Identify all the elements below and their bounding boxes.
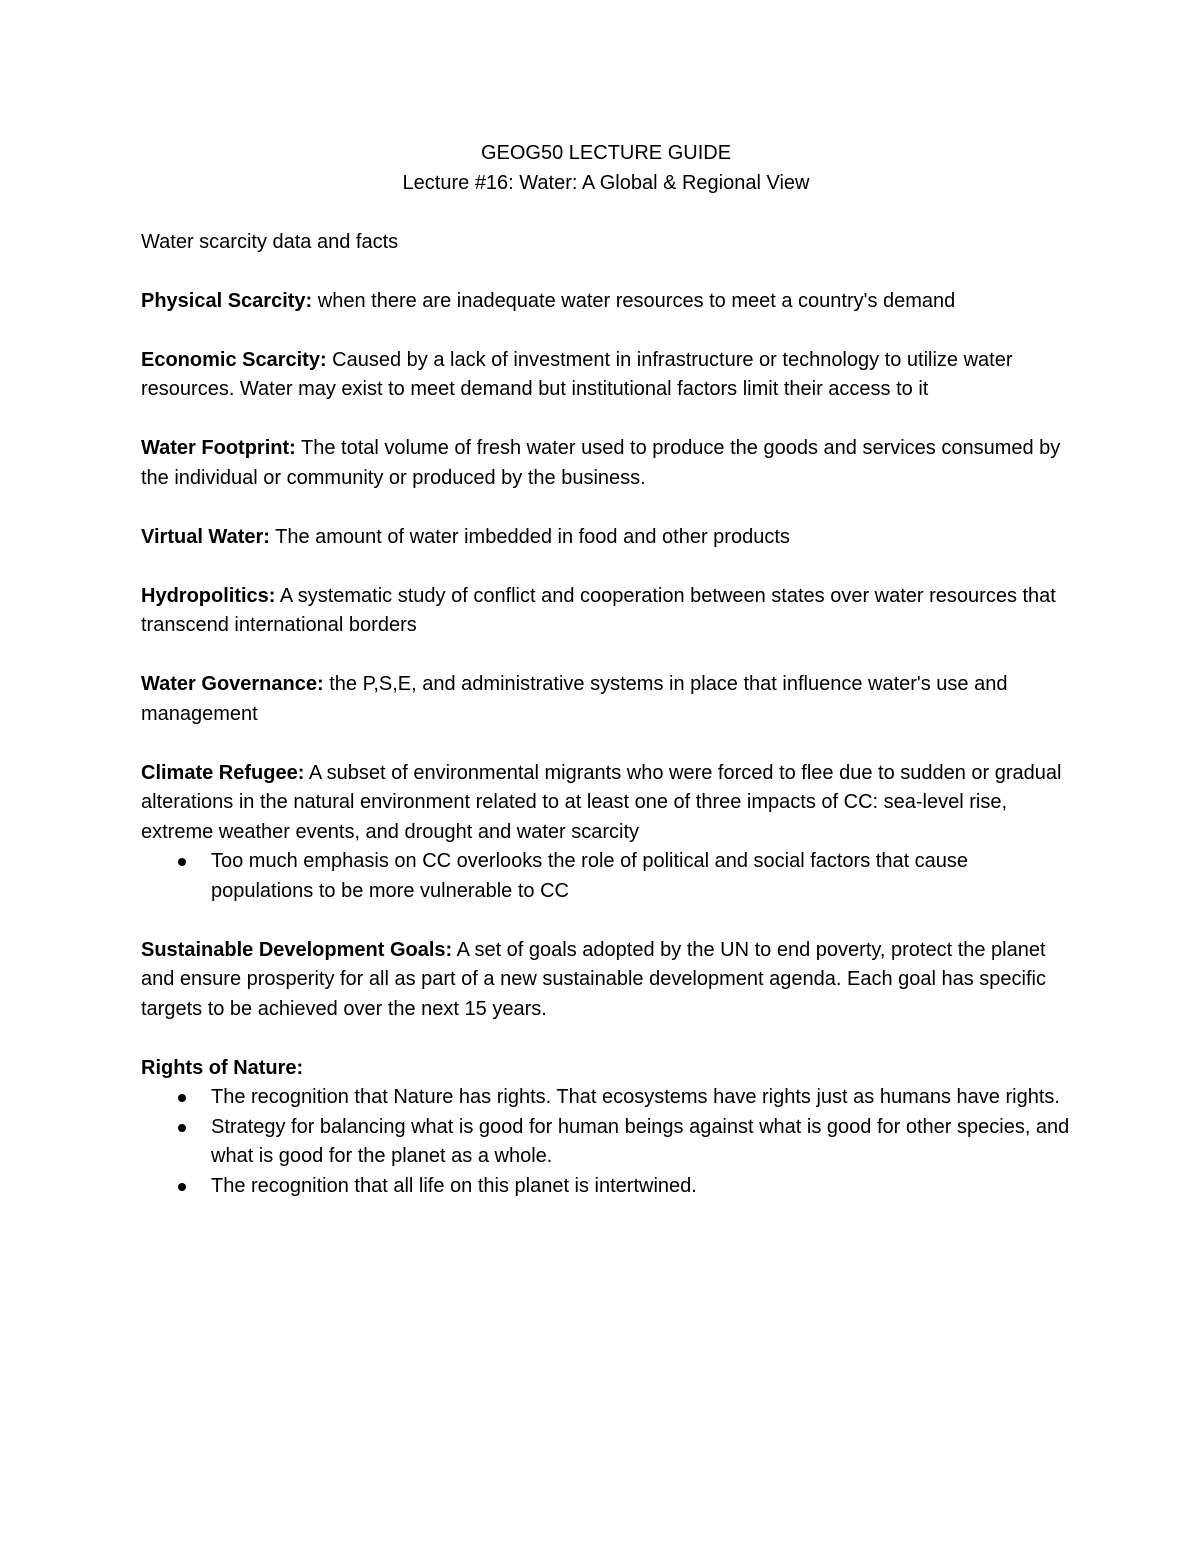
definition-block — [141, 1054, 1071, 1202]
definition-term: Water Governance: — [141, 673, 324, 695]
definition-text: Caused by a lack of investment in infrastructure or technology to utilize water resources. Water may exist to meet demand but institutional factors limit their access to it — [141, 348, 1013, 400]
definition-paragraph — [141, 346, 1071, 405]
bullet-dot-icon — [178, 1124, 186, 1132]
definition-block — [141, 346, 1071, 405]
definition-text: The amount of water imbedded in food and other products — [269, 525, 790, 548]
definition-term: Hydropolitics: — [141, 584, 276, 607]
definition-paragraph — [141, 434, 1071, 493]
definition-block — [141, 936, 1071, 1025]
definition-text: A systematic study of conflict and cooperation between states over water resources that transcend international borders — [141, 584, 1056, 636]
bullet-dot-icon — [178, 1183, 186, 1191]
lecture-subtitle: Lecture #16: Water: A Global & Regional View — [402, 171, 810, 194]
document-header — [141, 139, 1071, 198]
bullet-item — [211, 1083, 1071, 1113]
bullet-text: Strategy for balancing what is good for human beings against what is good for other species, and what is good for the planet as a whole. — [211, 1115, 1070, 1167]
bullet-item — [211, 847, 1071, 906]
bullet-text: The recognition that all life on this planet is intertwined. — [211, 1174, 697, 1197]
bullet-item — [211, 1172, 1071, 1202]
definition-paragraph — [141, 1054, 1071, 1084]
definition-term: Climate Refugee: — [141, 761, 305, 784]
definition-block — [141, 434, 1071, 493]
bullet-list — [141, 1083, 1071, 1201]
definition-text: A set of goals adopted by the UN to end poverty, protect the planet and ensure prosperity for all as part of a new sustainable development agenda. Each goal has specific targets to be achieved over the next 15 years. — [141, 938, 1046, 1020]
definition-paragraph — [141, 759, 1071, 848]
bullet-dot-icon — [178, 858, 186, 866]
bullet-list — [141, 847, 1071, 906]
definition-text: when there are inadequate water resources to meet a country's demand — [312, 289, 956, 312]
definition-paragraph — [141, 287, 1071, 317]
definition-term: Physical Scarcity: — [141, 289, 313, 312]
definition-block — [141, 287, 1071, 317]
definitions-list — [141, 287, 1071, 1202]
definition-block — [141, 759, 1071, 907]
definition-paragraph — [141, 936, 1071, 1025]
definition-block — [141, 582, 1071, 641]
definition-term: Sustainable Development Goals: — [141, 938, 453, 961]
document-page — [141, 139, 1071, 1201]
definition-term: Rights of Nature: — [141, 1056, 304, 1079]
document-title: GEOG50 LECTURE GUIDE — [480, 142, 732, 164]
bullet-text: The recognition that Nature has rights. That ecosystems have rights just as humans have rights. — [211, 1086, 1060, 1108]
definition-term: Water Footprint: — [141, 437, 296, 459]
definition-text: The total volume of fresh water used to produce the goods and services consumed by the individual or community or produced by the business. — [141, 437, 1061, 489]
intro-line: Water scarcity data and facts — [141, 230, 399, 253]
definition-block — [141, 670, 1071, 729]
definition-term: Virtual Water: — [141, 525, 270, 548]
definition-text: the P,S,E, and administrative systems in place that influence water's use and management — [141, 673, 1008, 725]
bullet-text: Too much emphasis on CC overlooks the role of political and social factors that cause populations to be more vulnerable to CC — [211, 850, 969, 902]
definition-paragraph — [141, 670, 1071, 729]
definition-text: A subset of environmental migrants who were forced to flee due to sudden or gradual alterations in the natural environment related to at least one of three impacts of CC: sea-level rise, extreme weather events, and drought and water scarcity — [141, 761, 1062, 843]
definition-paragraph — [141, 523, 1071, 553]
definition-block — [141, 523, 1071, 553]
definition-paragraph — [141, 582, 1071, 641]
bullet-item — [211, 1113, 1071, 1172]
definition-term: Economic Scarcity: — [141, 348, 327, 371]
bullet-dot-icon — [178, 1094, 186, 1102]
